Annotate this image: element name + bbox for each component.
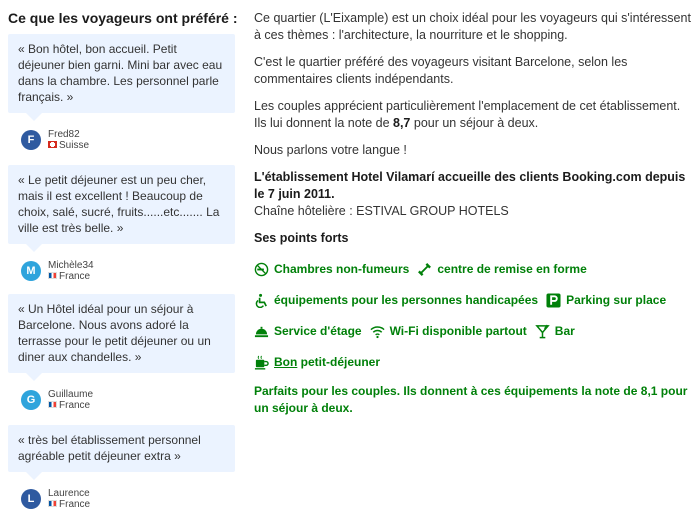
avatar: M	[21, 261, 41, 281]
reviews-panel	[0, 0, 240, 516]
feature-wifi: Wi-Fi disponible partout	[370, 323, 527, 340]
since-text	[254, 169, 694, 220]
feature-non-smoking: Chambres non-fumeurs	[254, 261, 409, 278]
review-author	[8, 486, 235, 516]
couples-note: Parfaits pour les couples. Ils donnent à ces équipements la note de 8,1 pour un séjour à deux.	[254, 384, 688, 415]
favorite-neighborhood-text: C'est le quartier préféré des voyageurs visitant Barcelone, selon les commentaires clients indépendants.	[254, 55, 628, 86]
feature-fitness: centre de remise en forme	[417, 261, 586, 278]
neighborhood-text: Ce quartier (L'Eixample) est un choix idéal pour les voyageurs qui s'intéressent à ces thèmes : l'architecture, la nourriture et le shopping.	[254, 11, 691, 42]
features-row	[254, 321, 694, 342]
breakfast-link[interactable]: Bon	[274, 355, 298, 369]
reviewer-country: France	[48, 499, 90, 510]
review-text: « Un Hôtel idéal pour un séjour à Barcelone. Nous avons adoré la terrasse pour le petit déjeuner ou un diner aux chandelles. »	[8, 294, 235, 373]
review-text: « Bon hôtel, bon accueil. Petit déjeuner bien garni. Mini bar avec eau dans la chambre. Les personnel parle français. »	[8, 34, 235, 113]
language-text: Nous parlons votre langue !	[254, 143, 407, 157]
features-row	[254, 259, 694, 280]
review-card	[8, 34, 235, 157]
features-row	[254, 290, 694, 311]
feature-breakfast: Bon petit-déjeuner	[254, 354, 380, 371]
review-card	[8, 165, 235, 288]
reviewer-name: Laurence	[48, 488, 90, 499]
review-text: « Le petit déjeuner est un peu cher, mais il est excellent ! Beaucoup de choix, salé, sucré, fruits......etc....... La ville est très belle. »	[8, 165, 235, 244]
couples-location-text: Les couples apprécient particulièrement l'emplacement de cet établissement. Ils lui donnent la note de 8,7 pour un séjour à deux.	[254, 99, 681, 130]
no-smoking-icon	[254, 262, 269, 277]
since-date-text: L'établissement Hotel Vilamarí accueille des clients Booking.com depuis le 7 juin 2011.	[254, 170, 686, 201]
review-card	[8, 425, 235, 516]
review-card	[8, 294, 235, 417]
reviewer-country: France	[48, 400, 90, 411]
french-flag-icon	[48, 500, 57, 507]
avatar: L	[21, 489, 41, 509]
reviews-title: Ce que les voyageurs ont préféré :	[8, 10, 238, 26]
feature-parking: Parking sur place	[546, 292, 666, 309]
reviewer-country: Suisse	[48, 140, 89, 151]
feature-accessible: équipements pour les personnes handicapées	[254, 292, 538, 309]
features-row	[254, 352, 694, 373]
reviewer-name: Michèle34	[48, 260, 94, 271]
property-description	[254, 10, 694, 417]
reviewer-country: France	[48, 271, 90, 282]
avatar: G	[21, 390, 41, 410]
french-flag-icon	[48, 401, 57, 408]
cocktail-icon	[535, 324, 550, 339]
swiss-flag-icon	[48, 141, 57, 148]
hotel-chain-text: Chaîne hôtelière : ESTIVAL GROUP HOTELS	[254, 204, 509, 218]
feature-bar: Bar	[535, 323, 575, 340]
reviewer-name: Fred82	[48, 129, 80, 140]
french-flag-icon	[48, 272, 57, 279]
fitness-icon	[417, 262, 432, 277]
room-service-icon	[254, 324, 269, 339]
review-author	[8, 127, 235, 157]
avatar: F	[21, 130, 41, 150]
review-author	[8, 258, 235, 288]
review-text: « très bel établissement personnel agréable petit déjeuner extra »	[8, 425, 235, 472]
wheelchair-icon	[254, 293, 269, 308]
strengths-title: Ses points forts	[254, 231, 349, 245]
location-score: 8,7	[393, 116, 411, 130]
review-author	[8, 387, 235, 417]
parking-icon	[546, 293, 561, 308]
coffee-icon	[254, 355, 269, 370]
feature-room-service: Service d'étage	[254, 323, 362, 340]
wifi-icon	[370, 324, 385, 339]
reviewer-name: Guillaume	[48, 389, 94, 400]
